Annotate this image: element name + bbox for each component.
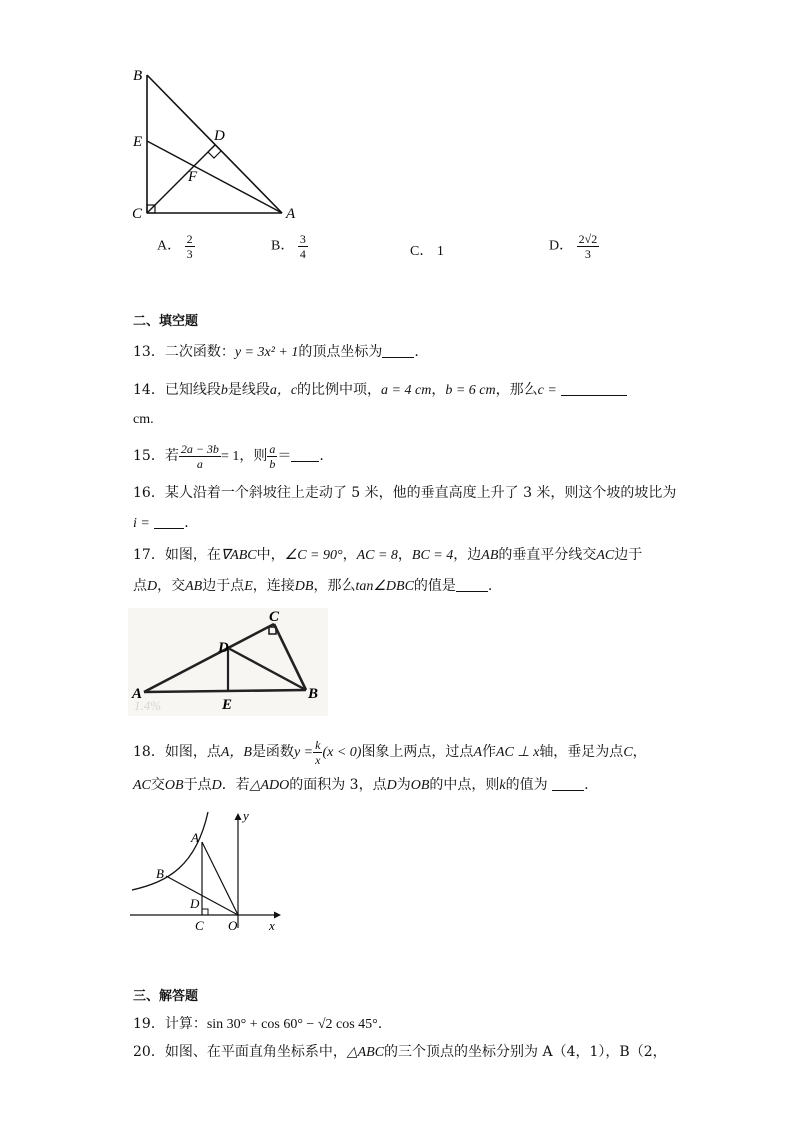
label-f: F xyxy=(188,169,198,185)
option-a[interactable]: A． $\frac{2}{3}$ xyxy=(157,232,193,261)
answer-blank[interactable] xyxy=(291,447,319,462)
label-o: O xyxy=(228,918,238,933)
label-c: C xyxy=(269,609,280,625)
question-16-line-2: i = . xyxy=(133,515,189,531)
question-13: 13．二次函数：y = 3x² + 1的顶点坐标为 . xyxy=(133,344,419,360)
question-15: 15．若 $\frac{2a - 3b}{a}$ = 1，则 $\frac{a}{b}$ ＝ . xyxy=(133,441,324,471)
segment-cd xyxy=(147,145,215,213)
question-14-line-2: cm. xyxy=(133,412,154,427)
option-b[interactable]: B． $\frac{3}{4}$ xyxy=(271,232,306,261)
label-a: A xyxy=(286,206,296,222)
figure-q12 xyxy=(125,60,315,225)
label-c: C xyxy=(195,918,204,933)
svg-text:1.4%: 1.4% xyxy=(134,698,162,713)
y-axis-arrow xyxy=(235,813,242,820)
label-c: C xyxy=(132,206,143,222)
label-d: D xyxy=(214,128,225,144)
question-18-line-1: 18．如图，点A，B是函数y = $\frac{k}{x}$ (x < 0)图象上两点，过点A作AC ⊥ x轴，垂足为点C， xyxy=(133,737,647,767)
label-e: E xyxy=(133,134,143,150)
label-x: x xyxy=(269,918,275,933)
answer-blank[interactable] xyxy=(382,343,414,358)
label-e: E xyxy=(222,697,233,713)
question-14-line-1: 14．已知线段b是线段a，c的比例中项，a = 4 cm，b = 6 cm，那么c = xyxy=(133,380,627,401)
right-angle-c xyxy=(202,909,208,915)
answer-blank[interactable] xyxy=(456,577,488,592)
answer-blank[interactable] xyxy=(561,381,627,396)
option-d[interactable]: D． $\frac{2√2}{3}$ xyxy=(549,232,598,261)
question-20: 20．如图、在平面直角坐标系中，△ABC的三个顶点的坐标分别为 A（4，1），B（2， xyxy=(133,1044,667,1060)
question-19: 19．计算：sin 30° + cos 60° − √2 cos 45°. xyxy=(133,1016,383,1032)
question-18-line-2: AC交OB于点D．若△ADO的面积为 3，点D为OB的中点，则k的值为 . xyxy=(133,777,589,793)
figure-q18 xyxy=(128,808,288,933)
answer-blank[interactable] xyxy=(154,514,184,529)
segment-ea xyxy=(147,141,282,213)
label-a: A xyxy=(191,830,199,845)
segment-ao xyxy=(202,842,238,915)
label-d: D xyxy=(190,896,200,911)
label-y: y xyxy=(243,808,249,823)
figure-q17 xyxy=(128,608,328,716)
question-16-line-1: 16．某人沿着一个斜坡往上走动了 5 米，他的垂直高度上升了 3 米，则这个坡的坡比为 xyxy=(133,485,677,501)
option-c[interactable]: C． 1 xyxy=(410,244,444,259)
label-a: A xyxy=(132,686,143,702)
question-17-line-2: 点D，交AB边于点E，连接DB，那么tan∠DBC的值是 . xyxy=(133,578,493,594)
answer-blank[interactable] xyxy=(552,776,584,791)
label-b: B xyxy=(308,686,319,702)
section-3-title: 三、解答题 xyxy=(133,989,199,1004)
label-d: D xyxy=(218,640,229,656)
right-angle-d xyxy=(208,151,221,158)
question-17-line-1: 17．如图，在∇ABC中，∠C = 90°，AC = 8，BC = 4，边AB的垂直平分线交AC边于 xyxy=(133,547,643,563)
label-b: B xyxy=(133,68,143,84)
label-b: B xyxy=(156,866,164,881)
section-2-title: 二、填空题 xyxy=(133,314,199,329)
x-axis-arrow xyxy=(274,912,281,919)
